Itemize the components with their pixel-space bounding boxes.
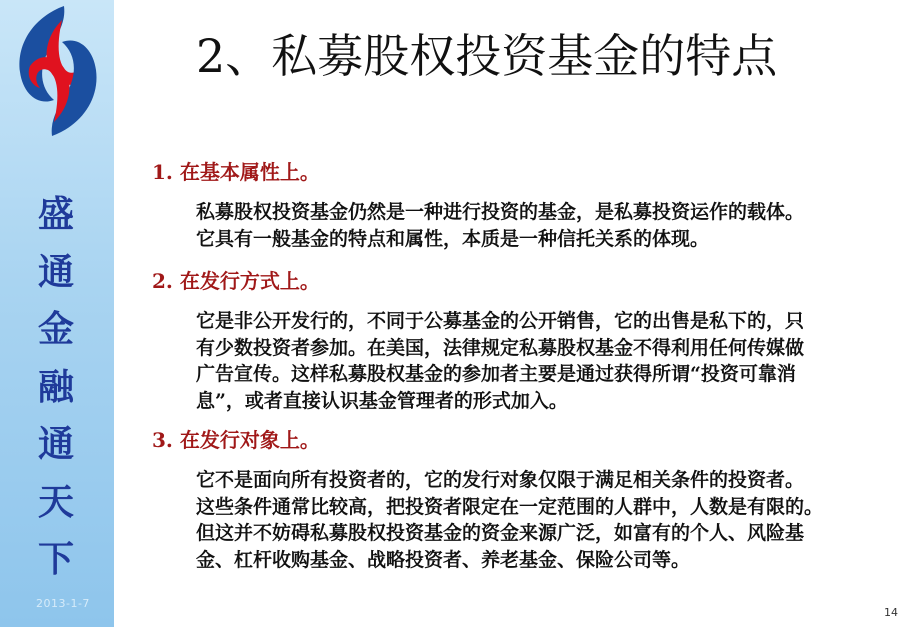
slogan-char: 盛 xyxy=(37,193,74,235)
slogan-char: 下 xyxy=(37,538,74,580)
section-body-1 xyxy=(196,199,896,252)
body-line: 私募股权投资基金仍然是一种进行投资的基金，是私募投资运作的载体。 xyxy=(196,201,805,223)
slogan-char: 通 xyxy=(37,423,74,465)
body-line: 但这并不妨碍私募股权投资基金的资金来源广泛，如富有的个人、风险基 xyxy=(196,522,805,544)
section-heading-2: 2. 在发行方式上。 xyxy=(152,269,320,293)
body-line: 这些条件通常比较高，把投资者限定在一定范围的人群中，人数是有限的。 xyxy=(196,495,824,518)
body-line: 它是非公开发行的，不同于公募基金的公开销售，它的出售是私下的，只 xyxy=(196,310,805,332)
section-heading-3: 3. 在发行对象上。 xyxy=(152,428,320,452)
slogan-char: 融 xyxy=(37,365,74,408)
body-line: 有少数投资者参加。在美国，法律规定私募股权基金不得利用任何传媒做 xyxy=(196,336,805,359)
slogan-char: 天 xyxy=(37,480,74,523)
body-line: 它不是面向所有投资者的，它的发行对象仅限于满足相关条件的投资者。 xyxy=(196,469,805,491)
slide-title: 2、私募股权投资基金的特点 xyxy=(196,29,778,83)
page-number: 14 xyxy=(884,606,898,619)
body-line: 它具有一般基金的特点和属性，本质是一种信托关系的体现。 xyxy=(196,227,710,250)
body-line: 金、杠杆收购基金、战略投资者、养老基金、保险公司等。 xyxy=(196,548,691,571)
section-body-3 xyxy=(196,467,896,573)
slogan-char: 金 xyxy=(37,308,74,350)
slide-date: 2013-1-7 xyxy=(36,597,90,610)
company-logo-icon xyxy=(6,2,108,140)
section-heading-1: 1. 在基本属性上。 xyxy=(152,160,320,184)
sidebar xyxy=(0,0,114,627)
vertical-slogan xyxy=(28,186,84,589)
section-body-2 xyxy=(196,308,896,414)
body-line: 息”，或者直接认识基金管理者的形式加入。 xyxy=(196,389,568,412)
slogan-char: 通 xyxy=(37,250,74,293)
body-line: 广告宣传。这样私募股权基金的参加者主要是通过获得所谓“投资可靠消 xyxy=(196,363,796,385)
